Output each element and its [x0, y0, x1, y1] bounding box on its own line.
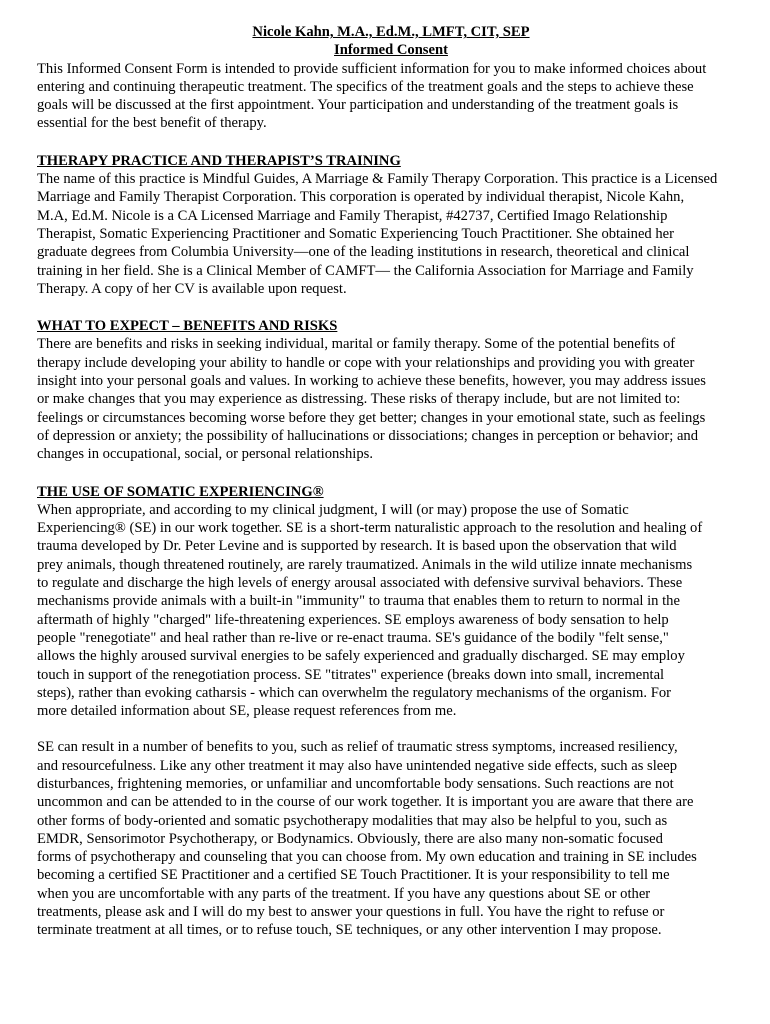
text-line: training in her field. She is a Clinical Member of CAMFT— the California Association for Marriage and Family	[37, 262, 694, 279]
text-line: graduate degrees from Columbia University—one of the leading institutions in research, theoretical and clinical	[37, 244, 690, 261]
section-paragraph	[37, 335, 745, 463]
text-line: people "renegotiate" and heal rather than re-live or re-enact trauma. SE's guidance of the bodily "felt sense,"	[37, 629, 669, 646]
section-therapy-practice	[37, 152, 745, 298]
intro-paragraph	[37, 60, 745, 133]
text-line: uncommon and can be attended to in the course of our work together. It is important you are aware that there are	[37, 794, 694, 811]
text-line: essential for the best benefit of therapy.	[37, 115, 267, 132]
text-line: There are benefits and risks in seeking individual, marital or family therapy. Some of the potential benefits of	[37, 336, 676, 353]
text-line: of depression or anxiety; the possibility of hallucinations or dissociations; changes in perception or behavior; and	[37, 427, 699, 444]
section-heading: THERAPY PRACTICE AND THERAPIST’S TRAINING	[37, 152, 401, 169]
section-paragraph	[37, 738, 745, 939]
section-heading: WHAT TO EXPECT – BENEFITS AND RISKS	[37, 318, 338, 335]
text-line: Experiencing® (SE) in our work together. SE is a short-term naturalistic approach to the resolution and healing of	[37, 520, 703, 537]
therapist-name-header: Nicole Kahn, M.A., Ed.M., LMFT, CIT, SEP	[252, 24, 530, 40]
text-line: aftermath of highly "charged" life-threatening experiences. SE employs awareness of body sensation to help	[37, 611, 669, 628]
text-line: mechanisms provide animals with a built-in "immunity" to trauma that enables them to return to normal in the	[37, 593, 680, 610]
text-line: trauma developed by Dr. Peter Levine and is supported by research. It is based upon the observation that wild	[37, 538, 677, 555]
document-page	[37, 23, 745, 940]
section-se-benefits	[37, 738, 745, 939]
text-line: terminate treatment at all times, or to refuse touch, SE techniques, or any other intervention I may propose.	[37, 922, 662, 939]
text-line: or make changes that you may experience as distressing. These risks of therapy include, but are not limited to:	[37, 391, 681, 408]
text-line: changes in occupational, social, or personal relationships.	[37, 446, 373, 463]
text-line: Therapist, Somatic Experiencing Practitioner and Somatic Experiencing Touch Practitioner. She obtained her	[37, 225, 675, 242]
text-line: Therapy. A copy of her CV is available upon request.	[37, 280, 347, 297]
text-line: Marriage and Family Therapist Corporation. This corporation is operated by individual therapist, Nicole Kahn,	[37, 189, 685, 206]
text-line: insight into your personal goals and values. In working to achieve these benefits, however, you may address issues	[37, 373, 706, 390]
text-line: touch in support of the renegotiation process. SE "titrates" experience (breaks down into small, incremental	[37, 666, 665, 683]
section-paragraph	[37, 501, 745, 721]
text-line: to regulate and discharge the high levels of energy arousal associated with defensive survival behaviors. These	[37, 575, 683, 592]
text-line: and resourcefulness. Like any other treatment it may also have unintended negative side effects, such as sleep	[37, 757, 678, 774]
text-line: when you are uncomfortable with any parts of the treatment. If you have any questions about SE or other	[37, 885, 651, 902]
text-line: forms of psychotherapy and counseling that you can choose from. My own education and training in SE includes	[37, 849, 697, 866]
form-title: Informed Consent	[334, 42, 448, 59]
text-line: treatments, please ask and I will do my best to answer your questions in full. You have the right to refuse or	[37, 904, 665, 921]
section-paragraph	[37, 170, 745, 298]
section-heading: THE USE OF SOMATIC EXPERIENCING®	[37, 483, 324, 500]
text-line: This Informed Consent Form is intended to provide sufficient information for you to make informed choices about	[37, 60, 707, 77]
text-line: therapy include developing your ability to handle or cope with your relationships and providing you with greater	[37, 354, 695, 371]
text-line: M.A, Ed.M. Nicole is a CA Licensed Marriage and Family Therapist, #42737, Certified Imago Relationship	[37, 207, 668, 224]
text-line: goals will be discussed at the first appointment. Your participation and understanding of the treatment goals is	[37, 97, 679, 114]
text-line: more detailed information about SE, please request references from me.	[37, 703, 457, 720]
text-line: When appropriate, and according to my clinical judgment, I will (or may) propose the use of Somatic	[37, 501, 629, 518]
text-line: steps), rather than evoking catharsis - which can overwhelm the regulatory mechanisms of the organism. For	[37, 684, 671, 701]
text-line: EMDR, Sensorimotor Psychotherapy, or Bodynamics. Obviously, there are also many non-somatic focused	[37, 830, 663, 847]
text-line: disturbances, frightening memories, or unfamiliar and uncomfortable body sensations. Such reactions are not	[37, 775, 674, 792]
text-line: other forms of body-oriented and somatic psychotherapy modalities that may also be helpful to you, such as	[37, 812, 668, 829]
text-line: prey animals, though threatened routinely, are rarely traumatized. Animals in the wild utilize innate mechanisms	[37, 556, 693, 573]
text-line: The name of this practice is Mindful Guides, A Marriage & Family Therapy Corporation. This practice is a Licensed	[37, 171, 718, 188]
section-benefits-and-risks	[37, 317, 745, 463]
text-line: SE can result in a number of benefits to you, such as relief of traumatic stress symptoms, increased resiliency,	[37, 739, 678, 756]
section-somatic-experiencing	[37, 483, 745, 721]
text-line: entering and continuing therapeutic treatment. The specifics of the treatment goals and the steps to achieve these	[37, 78, 694, 95]
text-line: allows the highly aroused survival energies to be safely experienced and gradually discharged. SE may employ	[37, 648, 685, 665]
text-line: becoming a certified SE Practitioner and a certified SE Touch Practitioner. It is your responsibility to tell me	[37, 867, 670, 884]
text-line: feelings or circumstances becoming worse before they get better; changes in your emotional state, such as feelings	[37, 409, 706, 426]
